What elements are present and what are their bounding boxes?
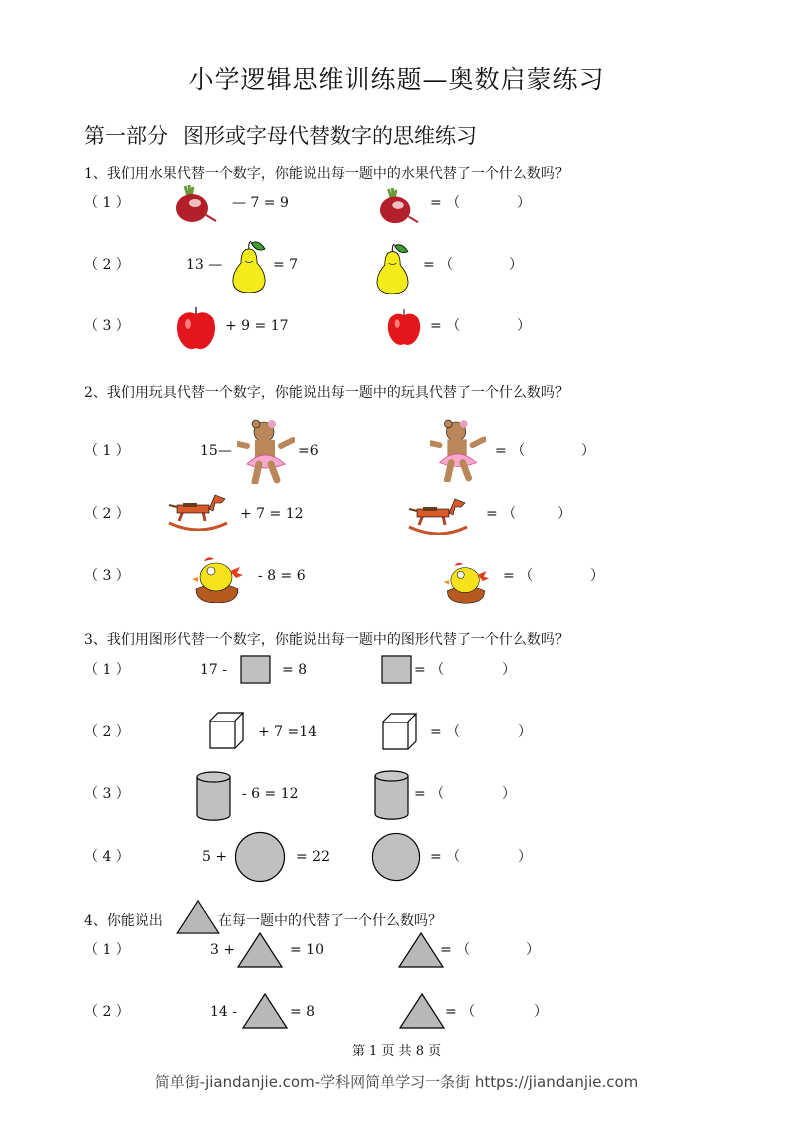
equation-rest: + 7 = 12 xyxy=(240,506,304,522)
pear-icon xyxy=(375,240,410,294)
answer-close: ） xyxy=(590,568,604,584)
rocking-horse-icon xyxy=(165,491,229,531)
equation-start: 3 + xyxy=(210,942,236,958)
row-label: （ 1 ） xyxy=(84,942,130,958)
answer-close: ） xyxy=(517,195,531,211)
row-label: （ 2 ） xyxy=(84,257,130,273)
chicken-icon xyxy=(190,553,244,603)
teddy-bear-icon xyxy=(237,418,295,484)
row-label: （ 2 ） xyxy=(84,1004,130,1020)
triangle-icon xyxy=(398,932,444,968)
answer-close: ） xyxy=(518,849,532,865)
equation-rest: = 8 xyxy=(290,1004,316,1020)
equation-rest: = 10 xyxy=(290,942,324,958)
question-1-prompt: 1、我们用水果代替一个数字，你能说出每一题中的水果代替了一个什么数吗？ xyxy=(84,166,569,182)
section-title: 图形或字母代替数字的思维练习 xyxy=(183,124,477,148)
square-icon xyxy=(381,655,412,684)
radish-icon xyxy=(172,184,218,224)
row-label: （ 3 ） xyxy=(84,318,130,334)
answer-open: = （ xyxy=(430,849,461,865)
pear-icon xyxy=(231,237,267,293)
answer-open: = （ xyxy=(486,506,517,522)
triangle-icon xyxy=(237,932,283,968)
question-4-prompt-end: 在每一题中的代替了一个什么数吗？ xyxy=(218,913,442,929)
watermark: 简单街-jiandanjie.com-学科网简单学习一条街 https://jiandanjie.com xyxy=(154,1073,639,1091)
equation-rest: = 8 xyxy=(282,662,308,678)
equation-start: 5 + xyxy=(202,849,228,865)
row-label: （ 2 ） xyxy=(84,724,130,740)
circle-icon xyxy=(234,831,286,883)
answer-close: ） xyxy=(509,257,523,273)
answer-open: = （ xyxy=(430,195,461,211)
row-label: （ 1 ） xyxy=(84,443,130,459)
answer-open: = （ xyxy=(423,257,454,273)
row-label: （ 3 ） xyxy=(84,568,130,584)
rocking-horse-icon xyxy=(405,495,469,535)
row-label: （ 1 ） xyxy=(84,195,130,211)
answer-close: ） xyxy=(557,506,571,522)
page-number: 第 1 页 共 8 页 xyxy=(351,1044,442,1059)
chicken-icon xyxy=(442,558,490,604)
row-label: （ 1 ） xyxy=(84,662,130,678)
equation-rest: + 7 =14 xyxy=(258,724,318,740)
triangle-icon xyxy=(242,993,288,1029)
triangle-icon xyxy=(399,993,445,1029)
cylinder-icon xyxy=(374,770,409,820)
page-title: 小学逻辑思维训练题—奥数启蒙练习 xyxy=(188,65,605,94)
answer-close: ） xyxy=(581,443,595,459)
apple-icon xyxy=(387,307,421,347)
equation-start: 15— xyxy=(200,443,232,459)
triangle-icon xyxy=(176,900,220,934)
equation-rest: - 8 = 6 xyxy=(258,568,306,584)
circle-icon xyxy=(371,832,421,882)
equation-rest: + 9 = 17 xyxy=(225,318,289,334)
square-icon xyxy=(240,655,271,684)
cube-icon xyxy=(209,712,244,749)
answer-open: = （ xyxy=(440,942,471,958)
equation-start: 13 — xyxy=(186,257,223,273)
question-4-prompt-start: 4、你能说出 xyxy=(84,913,163,929)
row-label: （ 4 ） xyxy=(84,849,130,865)
equation-rest: = 22 xyxy=(296,849,330,865)
equation-rest: = 7 xyxy=(273,257,299,273)
cube-icon xyxy=(382,713,417,750)
answer-open: = （ xyxy=(430,724,461,740)
question-2-prompt: 2、我们用玩具代替一个数字，你能说出每一题中的玩具代替了一个什么数吗？ xyxy=(84,385,569,401)
answer-open: = （ xyxy=(503,568,534,584)
answer-close: ） xyxy=(502,662,516,678)
answer-close: ） xyxy=(518,724,532,740)
equation-rest: - 6 = 12 xyxy=(242,786,299,802)
equation-rest: =6 xyxy=(298,443,319,459)
apple-icon xyxy=(176,306,216,350)
answer-open: = （ xyxy=(414,662,445,678)
answer-open: = （ xyxy=(495,443,526,459)
equation-start: 14 - xyxy=(210,1004,237,1020)
answer-close: ） xyxy=(502,786,516,802)
radish-icon xyxy=(376,187,420,225)
answer-close: ） xyxy=(526,942,540,958)
row-label: （ 2 ） xyxy=(84,506,130,522)
equation-rest: — 7 = 9 xyxy=(232,195,289,211)
answer-open: = （ xyxy=(414,786,445,802)
cylinder-icon xyxy=(196,771,231,821)
question-3-prompt: 3、我们用图形代替一个数字，你能说出每一题中的图形代替了一个什么数吗？ xyxy=(84,632,569,648)
answer-close: ） xyxy=(517,318,531,334)
answer-open: = （ xyxy=(445,1004,476,1020)
row-label: （ 3 ） xyxy=(84,786,130,802)
teddy-bear-icon xyxy=(430,418,486,482)
section-part: 第一部分 xyxy=(84,124,168,148)
answer-close: ） xyxy=(534,1004,548,1020)
equation-start: 17 - xyxy=(200,662,227,678)
answer-open: = （ xyxy=(430,318,461,334)
